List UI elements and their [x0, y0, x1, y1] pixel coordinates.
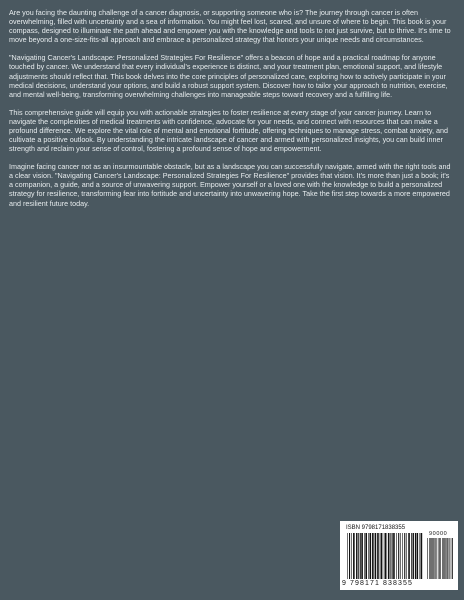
blurb-paragraph-3: This comprehensive guide will equip you with actionable strategies to foster resilience at every stage of your cancer journey. Learn to navigate the complexities of medical treatments with confidence, advocate for your needs, and connect with resources that can make a profound difference. We explore the vital role of mental and emotional fortitude, offering techniques to manage stress, combat anxiety, and cultivate a positive outlook. By understanding the intricate landscape of cancer and armed with personalized insights, you can build inner strength and reclaim your sense of control, fostering a profound sense of hope and empowerment. — [9, 107, 448, 154]
price-addon-label: 90000 — [429, 531, 448, 537]
blurb-paragraph-4: Imagine facing cancer not as an insurmountable obstacle, but as a landscape you can successfully navigate, armed with the right tools and a clear vision. "Navigating Cancer's Landscape: Personalized Strategies For Resilience" provides that vision. It's more than just a book; it's a companion, a guide, and a source of unwavering support. Empower yourself or a loved one with the knowledge to build a personalized strategy for resilience, transforming fear into fortitude and uncertainty into unwavering hope. Take the first step towards a more empowered and resilient future today. — [9, 161, 451, 208]
blurb-paragraph-1: Are you facing the daunting challenge of a cancer diagnosis, or supporting someone who is? The journey through cancer is often overwhelming, filled with uncertainty and a sea of information. You might feel lost, scared, and unsure of where to begin. This book is your compass, designed to illuminate the path ahead and empower you with the knowledge and tools to not just survive, but to thrive. It's time to move beyond a one-size-fits-all approach and embrace a personalized strategy that honors your unique needs and circumstances. — [9, 8, 451, 45]
blurb-paragraph-2: "Navigating Cancer's Landscape: Personalized Strategies For Resilience" offers a beacon of hope and a practical roadmap for anyone touched by cancer. We understand that every individual's experience is distinct, and your treatment plan, emotional support, and lifestyle adjustments should reflect that. This book delves into the core principles of personalized care, exploring how to actively participate in your medical decisions, understand your options, and build a robust support system. Discover how to tailor your approach to nutrition, exercise, and mental well-being, transforming overwhelming challenges into manageable steps toward recovery and a fulfilling life. — [9, 53, 448, 99]
barcode-addon-bars — [427, 538, 454, 579]
blurb-text — [9, 8, 455, 216]
barcode-bars — [347, 533, 423, 579]
isbn-barcode — [340, 521, 458, 590]
isbn-label: ISBN 9798171838355 — [346, 525, 406, 531]
barcode-digits: 9 798171 838355 — [342, 580, 413, 587]
